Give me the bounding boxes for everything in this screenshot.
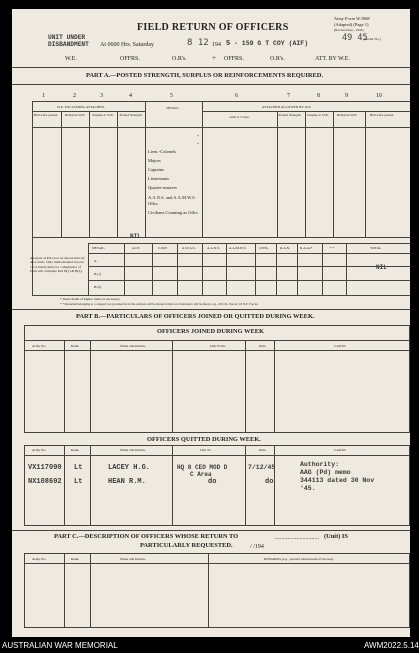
rule	[245, 340, 246, 432]
rule	[255, 243, 256, 295]
unit-typed: - 159 G T COY (AIF)	[234, 40, 309, 47]
rule	[172, 340, 173, 432]
part-c-heading: PART C.—DESCRIPTION OF OFFICERS WHOSE RETURN TO	[54, 533, 239, 540]
rule	[64, 445, 65, 525]
rule	[24, 325, 410, 326]
date: do	[265, 478, 274, 486]
rule	[24, 340, 410, 341]
rule	[32, 295, 410, 296]
rule	[88, 253, 410, 254]
rule	[409, 553, 410, 627]
ors-label-2: O.R's.	[270, 56, 285, 62]
part-c-col-header: Army No.	[32, 557, 47, 561]
asterisk: *	[197, 134, 199, 138]
rule	[12, 309, 410, 310]
sub-header: Deficient W.E.	[64, 113, 86, 117]
rule	[346, 243, 347, 295]
rank-item: Lieut.-Colonels	[148, 149, 177, 154]
rule	[88, 280, 410, 281]
rule	[226, 243, 227, 295]
analysis-header: R.A.A.F.	[300, 246, 313, 250]
col-num-3: 3	[100, 93, 103, 99]
sub-header: Posted Strength.	[278, 113, 302, 117]
year-typed: 5	[226, 40, 231, 48]
rule	[245, 445, 246, 525]
rule	[365, 111, 366, 237]
nil-top: NIL	[130, 233, 141, 240]
analysis-header: TOTAL.	[370, 246, 383, 250]
rank-item: Quarter-masters	[148, 185, 177, 190]
analysis-header: R.A.N.	[280, 246, 291, 250]
rule	[24, 445, 410, 446]
sub-header: Bal'ce Re-quired.	[369, 113, 395, 117]
quitted-col-header: Unit To.	[200, 448, 212, 452]
part-a-heading: PART A.—POSTED STRENGTH, SURPLUS OR REINFORCEMENTS REQUIRED.	[86, 72, 323, 79]
analysis-header: C.M.F.	[158, 246, 168, 250]
rank: Lt	[74, 478, 83, 486]
analysis-header: CIVIL.	[259, 246, 270, 250]
col-num-2: 2	[73, 93, 76, 99]
year-text: 194	[212, 42, 221, 48]
part-c-date: / /194	[250, 544, 264, 550]
cause: AAG (Pd) memo	[300, 469, 351, 476]
rule	[24, 525, 410, 526]
offrs-label-2: OFFRS.	[224, 56, 244, 62]
form-title: FIELD RETURN OF OFFICERS	[137, 22, 289, 33]
cause: Authority:	[300, 461, 340, 468]
sub-header: DETAIL.	[166, 106, 180, 110]
rule	[61, 111, 62, 237]
quitted-col-header: CAUSE.	[334, 448, 347, 452]
joined-col-header: Unit From.	[210, 344, 226, 348]
part-c-unit-suffix: (Unit) IS	[324, 533, 348, 540]
rule	[90, 445, 91, 525]
asterisk: *	[197, 142, 199, 146]
unit-to: HQ 8 CEO MOD D	[177, 464, 228, 471]
col-num-10: 10	[376, 93, 382, 99]
plus-sign: +	[212, 54, 216, 62]
offrs-label: OFFRS.	[120, 56, 140, 62]
rule	[333, 111, 334, 237]
rule	[145, 101, 146, 237]
time-text: At 0600 Hrs. Saturday	[100, 42, 154, 48]
rule	[409, 445, 410, 525]
part-b-heading: PART B.—PARTICULARS OF OFFICERS JOINED OR QUITTED DURING WEEK.	[76, 313, 315, 320]
rule	[24, 553, 25, 627]
serial-label: (Serial No.)	[364, 37, 381, 41]
date-typed: 8 12	[187, 38, 209, 48]
rule	[32, 101, 410, 102]
analysis-header: A.A.M.W.S.	[229, 246, 247, 250]
col-num-1: 1	[42, 93, 45, 99]
rule	[177, 243, 178, 295]
analysis-note: Analysis of Part A to be shown here by ALL units. Only items marked in para. 18 of instructions for compilation of form will complete Part B(1) & B(2).	[30, 256, 85, 273]
ors-label: O.R's.	[172, 56, 187, 62]
unit-to-2: C Area	[190, 471, 212, 478]
cause: '45.	[300, 485, 316, 492]
sub-header: Surplus to W.E.	[307, 113, 329, 117]
adapted-label: (Adapted) (Page 1)	[334, 22, 369, 27]
quitted-col-header: Army No.	[32, 448, 47, 452]
rule	[117, 111, 118, 237]
revised-label: (Revised Aus., 1943)	[334, 28, 364, 32]
sub-header: Bal'ce Re-quired.	[33, 113, 59, 117]
rule	[202, 101, 203, 237]
col-num-4: 4	[129, 93, 132, 99]
rule	[88, 243, 89, 295]
rule	[152, 243, 153, 295]
army-no: NX108692	[28, 478, 62, 486]
analysis-row-label: B.(2)	[94, 285, 102, 289]
joined-heading: OFFICERS JOINED DURING WEEK	[157, 328, 264, 335]
date: 7/12/45	[248, 464, 276, 471]
analysis-header: * *	[330, 246, 335, 250]
rule	[24, 432, 410, 433]
rule	[24, 325, 25, 432]
serial-typed: 49 45	[342, 33, 368, 43]
att-label: ATT. BY W.E.	[315, 56, 350, 62]
part-c-col-header: Rank.	[71, 557, 80, 561]
rule	[276, 243, 277, 295]
rule	[24, 563, 410, 564]
rule	[90, 553, 91, 627]
rule	[64, 340, 65, 432]
rule	[172, 445, 173, 525]
unit-to: do	[208, 478, 217, 486]
rule	[202, 243, 203, 295]
rule	[12, 67, 410, 68]
footer-right: AWM2022.5.14	[364, 641, 419, 650]
rule	[24, 350, 410, 351]
unit-under-disbandment: UNIT UNDER DISBANDMENT	[48, 34, 89, 48]
rule	[274, 340, 275, 432]
joined-col-header: Name and Initials.	[120, 344, 146, 348]
footnote-2: * * Personnel belonging to a category not provided for in the analysis will be shown in this Col. Particulars will be shown, e.g., 20 U.K. Forces; 10 N.Z. Forces.	[60, 302, 259, 306]
rule	[90, 340, 91, 432]
rule	[24, 553, 410, 554]
rule	[88, 243, 410, 244]
rank-item: Lieutenants	[148, 176, 169, 181]
part-c-particularly: PARTICULARLY REQUESTED.	[140, 542, 233, 549]
quitted-col-header: Rank.	[71, 448, 80, 452]
part-c-col-header: REMARKS (e.g., present whereabouts if known).	[264, 557, 334, 561]
rule	[24, 445, 25, 525]
joined-col-header: Army No.	[32, 344, 47, 348]
rule	[88, 266, 410, 267]
rule	[12, 530, 410, 531]
army-form-label: Army Form W.3008	[334, 16, 370, 21]
rule	[202, 111, 410, 112]
name: LACEY H.G.	[108, 464, 151, 472]
col-num-7: 7	[287, 93, 290, 99]
name: HEAN R.M.	[108, 478, 146, 486]
rule	[297, 243, 298, 295]
rule	[208, 553, 209, 627]
analysis-header: A.W.A.S.	[182, 246, 196, 250]
rule	[124, 243, 125, 295]
we-label: W.E.	[65, 56, 77, 62]
rule	[409, 325, 410, 432]
rule	[64, 553, 65, 627]
nil-total: NIL	[376, 264, 387, 271]
analysis-header: A.I.F.	[132, 246, 140, 250]
analysis-row-label: A.	[94, 259, 98, 263]
joined-col-header: Date.	[259, 344, 267, 348]
col-num-8: 8	[317, 93, 320, 99]
part-c-col-header: Name and Initials.	[120, 557, 146, 561]
footer-left: AUSTRALIAN WAR MEMORIAL	[2, 641, 118, 650]
rule	[305, 111, 306, 237]
joined-col-header: Rank.	[71, 344, 80, 348]
sub-header: Arm or Corps.	[229, 115, 250, 119]
analysis-header: A.A.N.S.	[207, 246, 221, 250]
col-num-5: 5	[170, 93, 173, 99]
attached-label: ATTACHED ALLOWED BY W.E.	[262, 105, 312, 109]
quitted-col-header: Name and Initials.	[120, 448, 146, 452]
footnote-1: * Insert detail of higher ranks as necessary.	[60, 297, 121, 301]
rule	[274, 445, 275, 525]
rule	[24, 627, 410, 628]
rank: Lt	[74, 464, 83, 472]
analysis-header: DETAIL.	[92, 246, 106, 250]
col-num-6: 6	[235, 93, 238, 99]
rule	[89, 111, 90, 237]
rank-item: Majors	[148, 158, 161, 163]
dotted-line: ..............................	[274, 535, 319, 541]
rank-item: A.A.N.S. and A.A.M.W.S. Offrs.	[148, 195, 196, 206]
rule	[32, 237, 410, 238]
sub-header: Surplus to W.E.	[92, 113, 114, 117]
rule	[12, 84, 410, 85]
col-num-9: 9	[345, 93, 348, 99]
sub-header: Deficient W.E.	[336, 113, 358, 117]
rule	[24, 455, 410, 456]
quitted-heading: OFFICERS QUITTED DURING WEEK.	[147, 436, 261, 443]
footer-bar	[0, 637, 419, 653]
analysis-row-label: B.(1)	[94, 272, 102, 276]
rank-item: Civilians Counting as Offrs.	[148, 210, 199, 215]
cause: 344113 dated 30 Nov	[300, 477, 375, 484]
sub-header: Posted Strength.	[119, 113, 143, 117]
army-no: VX117090	[28, 464, 62, 472]
rule	[322, 243, 323, 295]
rank-item: Captains	[148, 167, 164, 172]
joined-col-header: CAUSE.	[334, 344, 347, 348]
rule	[277, 111, 278, 237]
we-excl-label: W.E. EXCLUDING ATTACHED.	[57, 105, 105, 109]
document-page	[12, 9, 410, 637]
quitted-col-header: Date.	[259, 448, 267, 452]
